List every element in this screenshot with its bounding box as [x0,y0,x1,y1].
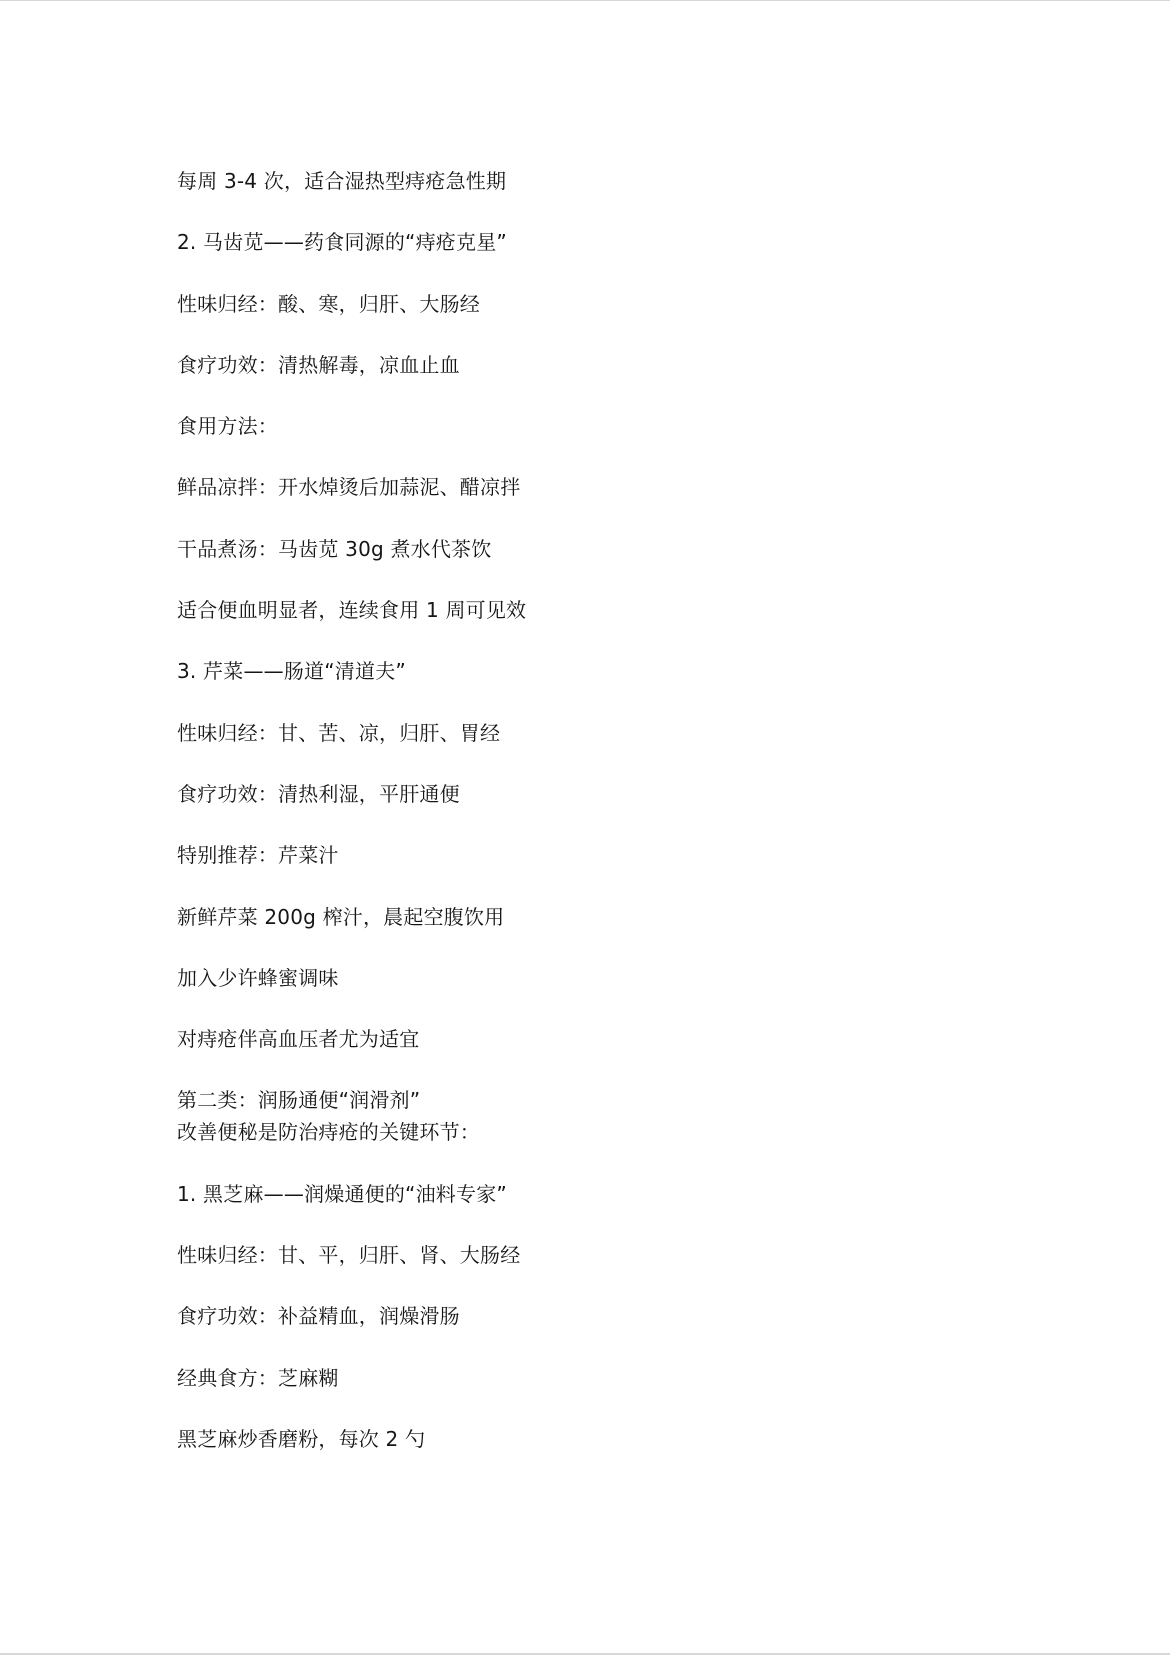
text-line-purslane-nature: 性味归经：酸、寒，归肝、大肠经 [177,291,480,316]
text-line-celery-suitable: 对痔疮伴高血压者尤为适宜 [177,1027,420,1052]
heading-category-two: 第二类：润肠通便“润滑剂” [177,1088,421,1113]
text-line-celery-nature: 性味归经：甘、苦、凉，归肝、胃经 [177,720,501,745]
text-line-frequency: 每周 3-4 次，适合湿热型痔疮急性期 [177,169,507,193]
text-line-sesame-nature: 性味归经：甘、平，归肝、肾、大肠经 [177,1243,521,1268]
text-line-purslane-suitable: 适合便血明显者，连续食用 1 周可见效 [177,598,527,623]
page-top-edge [0,0,1170,1]
document-body [177,167,1077,1486]
text-line-purslane-dried: 干品煮汤：马齿苋 30g 煮水代茶饮 [177,536,492,561]
text-line-celery-juice: 新鲜芹菜 200g 榨汁，晨起空腹饮用 [177,904,505,929]
text-line-purslane-effect: 食疗功效：清热解毒，凉血止血 [177,352,460,377]
heading-purslane: 2. 马齿苋——药食同源的“痔疮克星” [177,230,507,255]
heading-celery: 3. 芹菜——肠道“清道夫” [177,659,406,684]
text-line-purslane-fresh: 鲜品凉拌：开水焯烫后加蒜泥、醋凉拌 [177,475,521,500]
text-line-sesame-effect: 食疗功效：补益精血，润燥滑肠 [177,1304,460,1329]
text-line-celery-honey: 加入少许蜂蜜调味 [177,965,339,990]
text-line-sesame-dosage: 黑芝麻炒香磨粉，每次 2 勺 [177,1426,426,1451]
text-line-celery-effect: 食疗功效：清热利湿，平肝通便 [177,781,460,806]
text-line-celery-recommend: 特别推荐：芹菜汁 [177,843,339,868]
heading-black-sesame: 1. 黑芝麻——润燥通便的“油料专家” [177,1181,507,1206]
text-line-sesame-recipe: 经典食方：芝麻糊 [177,1365,339,1390]
text-line-purslane-method-label: 食用方法： [177,414,278,439]
text-line-category-two-intro: 改善便秘是防治痔疮的关键环节： [177,1120,480,1145]
